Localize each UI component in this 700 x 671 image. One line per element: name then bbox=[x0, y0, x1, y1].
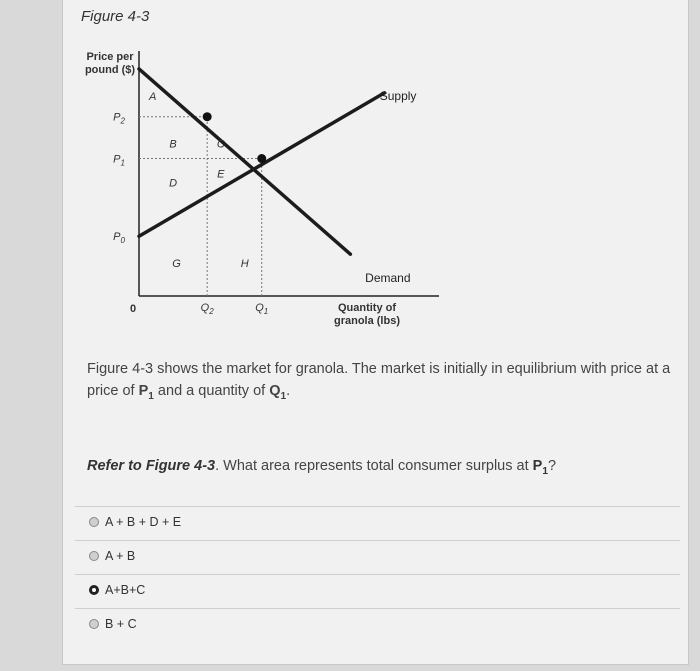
region-label-h: H bbox=[240, 258, 249, 271]
question-card bbox=[62, 0, 689, 665]
equilibrium-point-1 bbox=[257, 154, 266, 163]
demand-curve bbox=[139, 69, 350, 254]
x-axis-label-line1: Quantity of bbox=[337, 302, 397, 314]
question-reference: Refer to Figure 4-3 bbox=[87, 458, 216, 474]
option-4[interactable] bbox=[89, 617, 137, 631]
y-tick-p1: $P_1$ bbox=[113, 153, 125, 168]
divider bbox=[75, 540, 680, 541]
divider bbox=[75, 574, 680, 575]
question-end: ? bbox=[547, 458, 557, 474]
option-1[interactable] bbox=[89, 515, 181, 529]
region-label-e: E bbox=[217, 168, 225, 181]
figure-title: Figure 4-3 bbox=[81, 8, 150, 25]
radio-icon[interactable] bbox=[89, 551, 99, 561]
region-label-a: A bbox=[148, 90, 157, 103]
radio-selected-icon[interactable] bbox=[89, 585, 99, 595]
region-label-g: G bbox=[172, 258, 181, 271]
region-label-d: D bbox=[169, 177, 178, 190]
option-label: A + B + D + E bbox=[105, 515, 182, 529]
y-axis-label-line2: pound ($) bbox=[84, 64, 136, 76]
origin-label: 0 bbox=[129, 303, 137, 315]
demand-label: Demand bbox=[365, 271, 411, 286]
description-p-symbol: $P_1$ bbox=[138, 383, 154, 402]
region-label-b: B bbox=[169, 138, 177, 151]
divider bbox=[75, 608, 680, 609]
x-tick-q2: $Q_2$ bbox=[200, 302, 214, 316]
description-text-3: . bbox=[286, 383, 291, 399]
description-text-2: and a quantity of bbox=[153, 383, 270, 399]
figure-description bbox=[87, 358, 677, 408]
option-2[interactable] bbox=[89, 549, 135, 563]
radio-icon[interactable] bbox=[89, 517, 99, 527]
question-text bbox=[87, 458, 677, 477]
y-tick-p2: $P_2$ bbox=[113, 111, 125, 126]
x-axis-label-line2: granola (lbs) bbox=[333, 315, 401, 327]
region-label-c: C bbox=[216, 138, 225, 151]
supply-label: Supply bbox=[379, 88, 417, 103]
supply-demand-chart bbox=[63, 0, 688, 345]
option-label: A+B+C bbox=[105, 583, 146, 597]
divider bbox=[75, 506, 680, 507]
equilibrium-point-0 bbox=[203, 112, 212, 121]
y-axis-label-line1: Price per bbox=[86, 51, 134, 63]
y-tick-p0: $P_0$ bbox=[113, 231, 125, 246]
description-text-1: Figure 4-3 shows the market for granola. The market is initially in equilibrium with price at a price of bbox=[87, 361, 671, 399]
x-tick-q1: $Q_1$ bbox=[255, 302, 269, 316]
radio-icon[interactable] bbox=[89, 619, 99, 629]
description-q-symbol: $Q_1$ bbox=[269, 383, 287, 402]
option-label: B + C bbox=[105, 617, 137, 631]
question-body: . What area represents total consumer surplus at bbox=[215, 458, 533, 474]
question-p-symbol: $P_1$ bbox=[532, 458, 548, 477]
option-3[interactable] bbox=[89, 583, 145, 597]
option-label: A + B bbox=[105, 549, 136, 563]
